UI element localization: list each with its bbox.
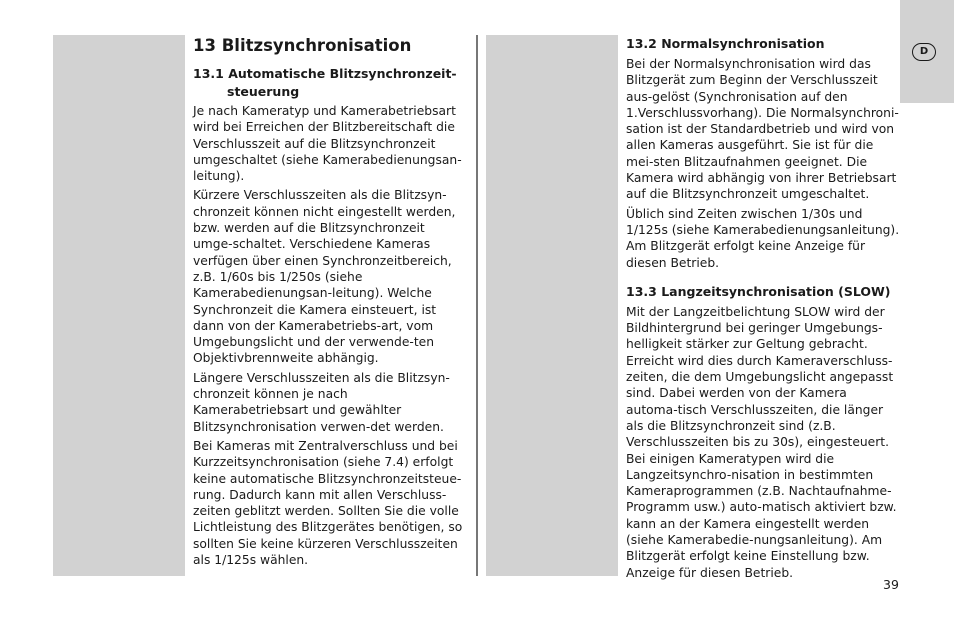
paragraph: Kürzere Verschlusszeiten als die Blitzsyn-chronzeit können nicht eingestellt werden, bzw. werden auf die Blitzsynchronzeit umge-schaltet. Verschiedene Kameras verfügen über einen Synchronzeitbereich, z.B. 1/60s bis 1/250s (siehe Kamerabedienungsan-leitung). Welche Synchronzeit die Kamera einsteuert, ist dann von der Kamerabetriebs-art, vom Umgebungslicht und der verwende-ten Objektivbrennweite abhängig.: [193, 188, 456, 366]
page-number: 39: [883, 577, 899, 592]
paragraph: Bei Kameras mit Zentralverschluss und bei Kurzzeitsynchronisation (siehe 7.4) erfolgt keine automatische Blitzsynchronzeitsteue-rung. Dadurch kann mit allen Verschluss-zeiten geblitzt werden. Sollten Sie die volle Lichtleistung des Blitzgerätes benötigen, so sollten Sie keine kürzeren Verschlusszeiten als 1/125s wählen.: [193, 438, 463, 568]
section-heading-line-1: 13.1 Automatische Blitzsynchronzeit-: [193, 66, 457, 81]
paragraph: Mit der Langzeitbelichtung SLOW wird der Bildhintergrund bei geringer Umgebungs-helligkeit stärker zur Geltung gebracht. Erreicht wird dies durch Kameraverschluss-zeiten, die dem Umgebungslicht angepasst sind. Dabei werden von der Kamera automa-tisch Verschlusszeiten, die länger als die Blitzsynchronzeit sind (z.B. Verschlusszeiten bis zu 30s), eingesteuert. Bei einigen Kameratypen wird die Langzeitsynchro-nisation in bestimmten Kameraprogrammen (z.B. Nachtaufnahme-Programm usw.) auto-matisch aktiviert bzw. kann an der Kamera eingestellt werden (siehe Kamerabedie-nungsanleitung). Am Blitzgerät erfolgt keine Einstellung bzw. Anzeige für diesen Betrieb.: [626, 304, 897, 580]
paragraph: Bei der Normalsynchronisation wird das Blitzgerät zum Beginn der Verschlusszeit aus-gelöst (Synchronisation auf den 1.Verschlussvorhang). Die Normalsynchroni-sation ist der Standardbetrieb und wird von allen Kameras ausgeführt. Sie ist für die mei-sten Blitzaufnahmen geeignet. Die Kamera wird abhängig von ihrer Betriebsart auf die Blitzsynchronzeit umgeschaltet.: [626, 57, 899, 202]
section-heading-13-2: 13.2 Normalsynchronisation: [626, 36, 825, 51]
language-badge: D: [912, 43, 936, 61]
paragraph: Je nach Kameratyp und Kamerabetriebsart wird bei Erreichen der Blitzbereitschaft die Verschlusszeit auf die Blitzsynchronzeit umgeschaltet (siehe Kamerabedienungsan-leitung).: [193, 104, 462, 184]
right-margin-band: [486, 35, 618, 576]
paragraph: Üblich sind Zeiten zwischen 1/30s und 1/125s (siehe Kamerabedienungsanleitung). Am Blitzgerät erfolgt keine Anzeige für diesen Betrieb.: [626, 206, 900, 270]
section-heading-line-2: steuerung: [227, 84, 300, 99]
left-margin-band: [53, 35, 185, 576]
paragraph: Längere Verschlusszeiten als die Blitzsyn-chronzeit können je nach Kamerabetriebsart und gewählter Blitzsynchronisation verwen-det werden.: [193, 370, 450, 434]
section-heading-13-3: 13.3 Langzeitsynchronisation (SLOW): [626, 283, 891, 299]
chapter-title: 13 Blitzsynchronisation: [193, 36, 412, 55]
right-column: [626, 35, 902, 584]
section-heading-13-1: [193, 65, 465, 101]
left-column: [193, 35, 465, 571]
column-divider: [476, 35, 478, 576]
